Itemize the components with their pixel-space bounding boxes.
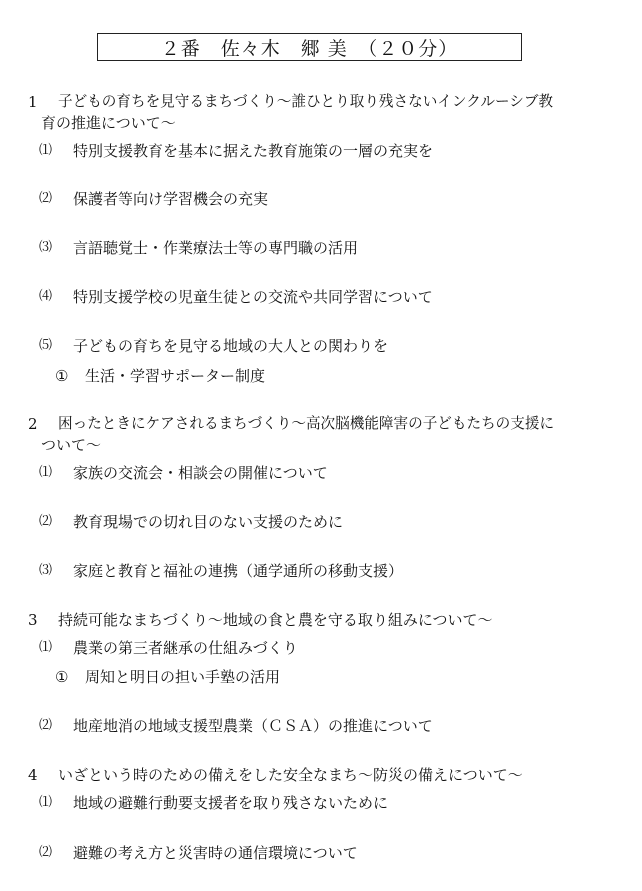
section-number: 4	[28, 766, 38, 784]
title-box	[97, 33, 522, 61]
page-title: ２番 佐々木 郷 美 （２０分）	[160, 37, 459, 60]
section-number: 2	[28, 415, 38, 433]
section-1-heading-cont	[41, 113, 176, 133]
sub-item-text: 周知と明日の担い手塾の活用	[85, 668, 281, 686]
section-title: 困ったときにケアされるまちづくり～高次脳機能障害の子どもたちの支援に	[58, 415, 555, 432]
item-text: 教育現場での切れ目のない支援のために	[73, 513, 344, 531]
item-number: ⑵	[39, 191, 53, 206]
item-number: ⑶	[39, 563, 53, 578]
sub-item-number: ①	[55, 668, 69, 686]
section-title: いざという時のための備えをした安全なまち～防災の備えについて～	[58, 766, 523, 784]
item-text: 家族の交流会・相談会の開催について	[73, 464, 328, 482]
sub-item-number: ①	[55, 367, 69, 385]
item-number: ⑵	[39, 845, 53, 860]
section-title: 持続可能なまちづくり～地域の食と農を守る取り組みについて～	[58, 611, 493, 629]
item-text: 農業の第三者継承の仕組みづくり	[73, 639, 298, 657]
item-number: ⑶	[39, 240, 53, 255]
section-2-heading-cont	[41, 435, 101, 455]
item-text: 言語聴覚士・作業療法士等の専門職の活用	[73, 239, 359, 257]
section-title-cont: ついて～	[41, 436, 102, 454]
item-number: ⑴	[39, 143, 53, 158]
item-text: 地域の避難行動要支援者を取り残さないために	[73, 794, 389, 812]
item-number: ⑴	[39, 640, 53, 655]
item-text: 特別支援教育を基本に据えた教育施策の一層の充実を	[73, 142, 434, 160]
item-text: 特別支援学校の児童生徒との交流や共同学習について	[73, 288, 433, 306]
section-number: 3	[28, 611, 38, 629]
item-text: 避難の考え方と災害時の通信環境について	[73, 844, 358, 862]
item-text: 家庭と教育と福祉の連携（通学通所の移動支援）	[73, 562, 404, 580]
section-number: 1	[28, 93, 38, 111]
item-text: 子どもの育ちを見守る地域の大人との関わりを	[73, 337, 389, 355]
item-text: 地産地消の地域支援型農業（ＣＳＡ）の推進について	[73, 717, 433, 735]
section-title-cont: 育の推進について～	[41, 114, 176, 132]
sub-item-text: 生活・学習サポーター制度	[85, 367, 266, 385]
item-number: ⑴	[39, 795, 53, 810]
item-number: ⑵	[39, 514, 53, 529]
item-text: 保護者等向け学習機会の充実	[73, 190, 269, 208]
item-number: ⑷	[39, 289, 53, 304]
item-number: ⑵	[39, 718, 53, 733]
item-number: ⑴	[39, 465, 53, 480]
section-title: 子どもの育ちを見守るまちづくり～誰ひとり取り残さないインクルーシブ教	[58, 93, 554, 110]
item-number: ⑸	[39, 338, 53, 353]
